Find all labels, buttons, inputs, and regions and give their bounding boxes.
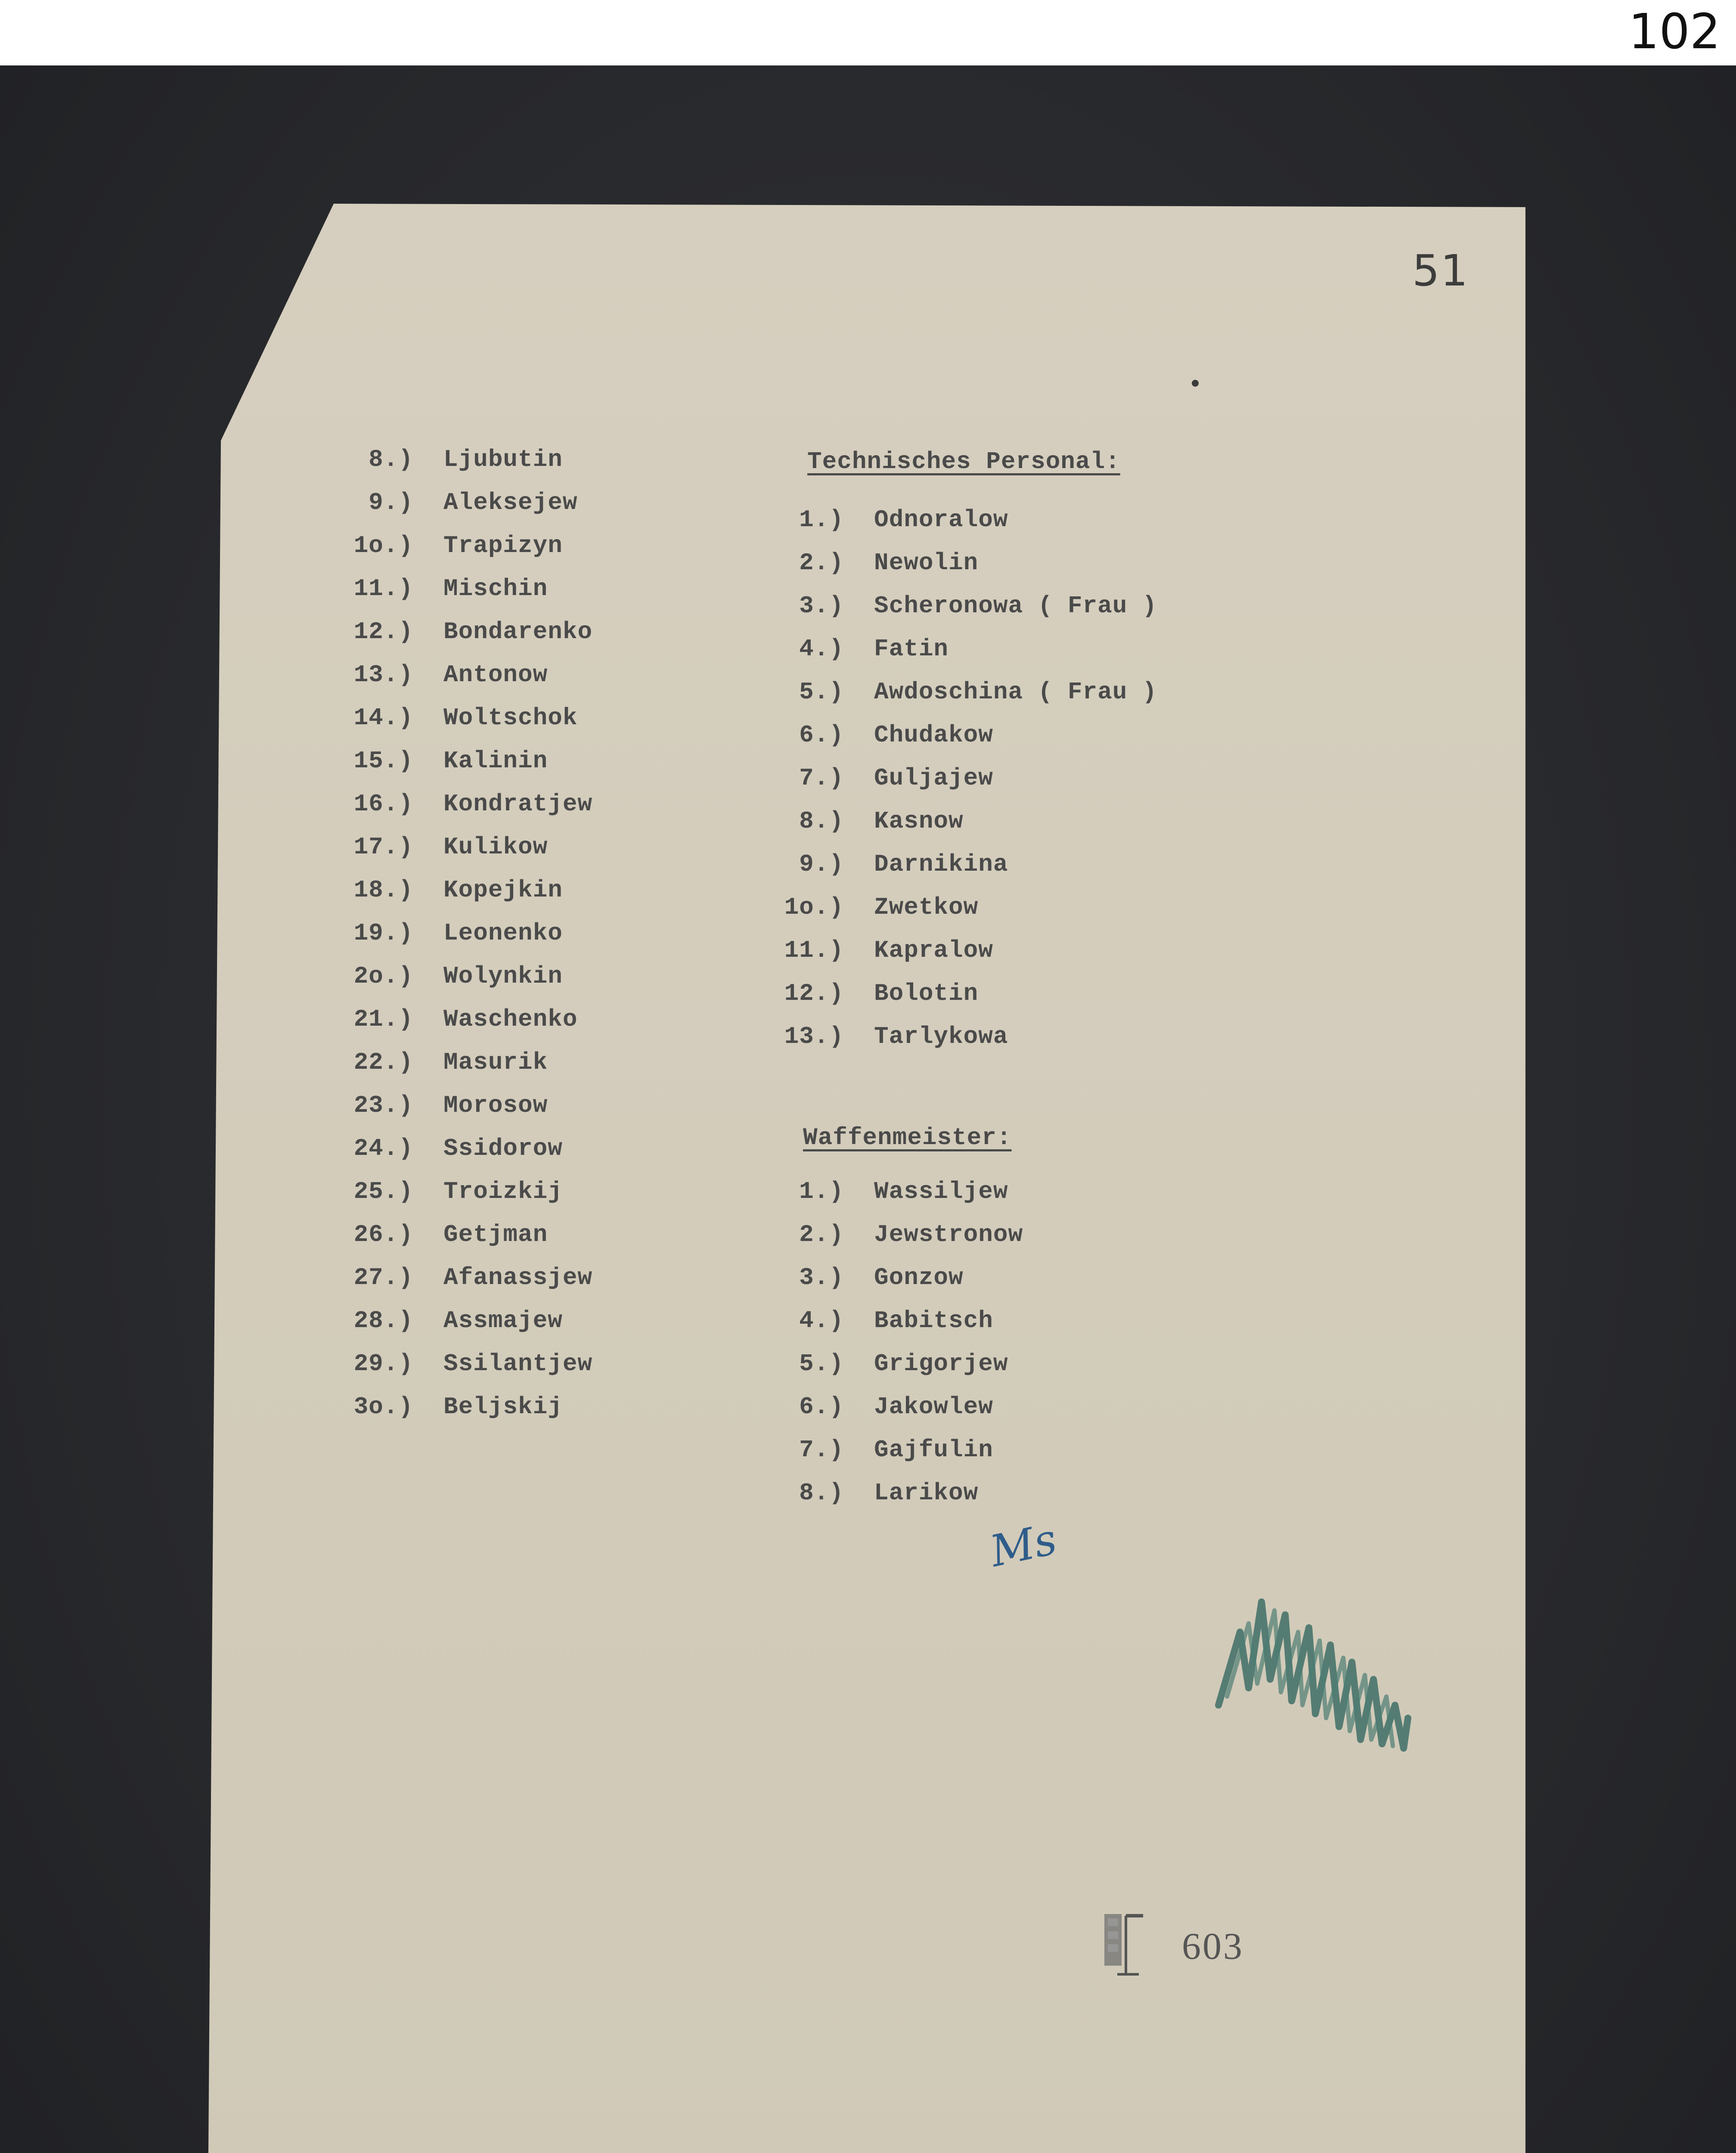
item-name: Ljubutin bbox=[443, 446, 563, 473]
list-item bbox=[758, 893, 978, 921]
item-name: Kalinin bbox=[443, 747, 548, 775]
item-name: Kapralow bbox=[874, 937, 993, 964]
list-item bbox=[758, 1264, 964, 1291]
list-item bbox=[327, 1092, 548, 1119]
item-name: Antonow bbox=[443, 661, 548, 689]
item-number: 8.) bbox=[799, 807, 844, 835]
pencil-scribble bbox=[1210, 1576, 1417, 1757]
technical-staff-heading: Technisches Personal: bbox=[807, 448, 1120, 475]
item-name: Beljskij bbox=[443, 1393, 563, 1421]
item-number: 25.) bbox=[353, 1178, 413, 1205]
item-number: 13.) bbox=[784, 1023, 844, 1050]
item-name: Fatin bbox=[874, 635, 949, 663]
item-number: 5.) bbox=[799, 678, 844, 706]
item-number: 2.) bbox=[799, 1221, 844, 1248]
list-item bbox=[758, 506, 1008, 534]
item-number: 3.) bbox=[799, 592, 844, 620]
list-item bbox=[758, 1479, 978, 1507]
item-name: Zwetkow bbox=[874, 893, 979, 921]
list-item bbox=[758, 937, 993, 964]
item-name: Kasnow bbox=[874, 807, 964, 835]
item-name: Scheronowa ( Frau ) bbox=[874, 592, 1157, 620]
list-item bbox=[327, 833, 548, 861]
item-name: Gajfulin bbox=[874, 1436, 993, 1464]
list-item bbox=[327, 1178, 563, 1205]
item-name: Mischin bbox=[443, 575, 548, 602]
list-item bbox=[327, 1307, 563, 1334]
item-name: Kopejkin bbox=[443, 876, 563, 904]
item-number: 17.) bbox=[353, 833, 413, 861]
item-number: 14.) bbox=[353, 704, 413, 732]
item-name: Troizkij bbox=[443, 1178, 563, 1205]
item-name: Ssilantjew bbox=[443, 1350, 593, 1377]
item-name: Wolynkin bbox=[443, 962, 563, 990]
item-name: Getjman bbox=[443, 1221, 548, 1248]
ink-dot bbox=[1192, 380, 1199, 387]
list-item bbox=[327, 704, 577, 732]
item-number: 15.) bbox=[353, 747, 413, 775]
item-name: Jakowlew bbox=[874, 1393, 993, 1421]
list-item bbox=[327, 790, 592, 818]
archive-number: 102 bbox=[1628, 4, 1720, 60]
item-name: Guljajew bbox=[874, 764, 993, 792]
list-item bbox=[758, 678, 1157, 706]
stamp-number: 603 bbox=[1182, 1926, 1244, 1967]
item-number: 4.) bbox=[799, 635, 844, 663]
list-item bbox=[327, 1135, 563, 1162]
item-number: 11.) bbox=[353, 575, 413, 602]
item-number: 26.) bbox=[353, 1221, 413, 1248]
item-number: 24.) bbox=[353, 1135, 413, 1162]
item-name: Wassiljew bbox=[874, 1178, 1008, 1205]
item-name: Ssidorow bbox=[443, 1135, 563, 1162]
list-item bbox=[327, 1005, 577, 1033]
item-number: 6.) bbox=[799, 721, 844, 749]
list-item bbox=[758, 635, 949, 663]
item-number: 7.) bbox=[799, 1436, 844, 1464]
list-item bbox=[327, 962, 563, 990]
item-name: Masurik bbox=[443, 1049, 548, 1076]
item-number: 5.) bbox=[799, 1350, 844, 1377]
item-name: Woltschok bbox=[443, 704, 578, 732]
list-item bbox=[327, 618, 592, 645]
list-item bbox=[327, 747, 548, 775]
list-item bbox=[327, 1264, 592, 1291]
header-strip bbox=[0, 0, 1736, 65]
item-name: Jewstronow bbox=[874, 1221, 1023, 1248]
list-item bbox=[327, 446, 563, 473]
faint-illegible-line bbox=[327, 1436, 459, 1464]
list-item bbox=[758, 1436, 993, 1464]
item-name: Waschenko bbox=[443, 1005, 578, 1033]
item-number: 8.) bbox=[369, 446, 413, 473]
item-name: Leonenko bbox=[443, 919, 563, 947]
item-number: 9.) bbox=[369, 489, 413, 516]
item-name: Grigorjew bbox=[874, 1350, 1008, 1377]
list-item bbox=[327, 575, 548, 602]
item-name: Trapizyn bbox=[443, 532, 563, 559]
item-name: Kulikow bbox=[443, 833, 548, 861]
item-number: 9.) bbox=[799, 850, 844, 878]
item-number: 28.) bbox=[353, 1307, 413, 1334]
item-name: Morosow bbox=[443, 1092, 548, 1119]
list-item bbox=[758, 592, 1157, 620]
list-item bbox=[327, 1221, 548, 1248]
list-item bbox=[758, 980, 978, 1007]
item-name: Babitsch bbox=[874, 1307, 993, 1334]
item-name: Aleksejew bbox=[443, 489, 578, 516]
item-number: 29.) bbox=[353, 1350, 413, 1377]
list-item bbox=[758, 764, 993, 792]
item-number: 23.) bbox=[353, 1092, 413, 1119]
item-number: 6.) bbox=[799, 1393, 844, 1421]
item-name: Gonzow bbox=[874, 1264, 964, 1291]
item-name: Bondarenko bbox=[443, 618, 593, 645]
item-name: Kondratjew bbox=[443, 790, 593, 818]
armourer-heading: Waffenmeister: bbox=[803, 1124, 1012, 1151]
item-number: 3.) bbox=[799, 1264, 844, 1291]
list-item bbox=[327, 1393, 563, 1421]
page-number: 51 bbox=[1412, 245, 1469, 296]
list-item bbox=[327, 876, 563, 904]
list-item bbox=[327, 532, 563, 559]
item-number: 7.) bbox=[799, 764, 844, 792]
item-number: 8.) bbox=[799, 1479, 844, 1507]
item-number: 2o.) bbox=[353, 962, 413, 990]
item-number: 13.) bbox=[353, 661, 413, 689]
list-item bbox=[758, 1221, 1023, 1248]
list-item bbox=[758, 1307, 993, 1334]
item-name: Tarlykowa bbox=[874, 1023, 1008, 1050]
item-number: 21.) bbox=[353, 1005, 413, 1033]
list-item bbox=[327, 919, 563, 947]
item-name: Newolin bbox=[874, 549, 979, 577]
item-number: 11.) bbox=[784, 937, 844, 964]
item-name: Afanassjew bbox=[443, 1264, 593, 1291]
item-number: 1.) bbox=[799, 1178, 844, 1205]
list-item bbox=[327, 1350, 592, 1377]
handwritten-initials: Ms bbox=[986, 1514, 1061, 1577]
archive-stamp-icon bbox=[1100, 1910, 1147, 1979]
list-item bbox=[758, 549, 978, 577]
item-name: Darnikina bbox=[874, 850, 1008, 878]
item-name: Assmajew bbox=[443, 1307, 563, 1334]
list-item bbox=[758, 1178, 1008, 1205]
item-name: Odnoralow bbox=[874, 506, 1008, 534]
item-number: 3o.) bbox=[353, 1393, 413, 1421]
list-item bbox=[327, 1049, 548, 1076]
item-number: 16.) bbox=[353, 790, 413, 818]
item-number: 1o.) bbox=[784, 893, 844, 921]
list-item bbox=[758, 1393, 993, 1421]
list-item bbox=[758, 850, 1008, 878]
list-item bbox=[758, 721, 993, 749]
item-number: 12.) bbox=[353, 618, 413, 645]
item-name: Larikow bbox=[874, 1479, 979, 1507]
item-number: 18.) bbox=[353, 876, 413, 904]
list-item bbox=[758, 807, 964, 835]
item-number: 1o.) bbox=[353, 532, 413, 559]
list-item bbox=[327, 489, 577, 516]
list-item bbox=[758, 1350, 1008, 1377]
item-name: Awdoschina ( Frau ) bbox=[874, 678, 1157, 706]
item-name: Chudakow bbox=[874, 721, 993, 749]
item-number: 12.) bbox=[784, 980, 844, 1007]
item-number: 4.) bbox=[799, 1307, 844, 1334]
item-number: 19.) bbox=[353, 919, 413, 947]
item-number: 22.) bbox=[353, 1049, 413, 1076]
item-number: 27.) bbox=[353, 1264, 413, 1291]
list-item bbox=[758, 1023, 1008, 1050]
list-item bbox=[327, 661, 548, 689]
item-number: 2.) bbox=[799, 549, 844, 577]
item-number: 1.) bbox=[799, 506, 844, 534]
item-name: Bolotin bbox=[874, 980, 979, 1007]
